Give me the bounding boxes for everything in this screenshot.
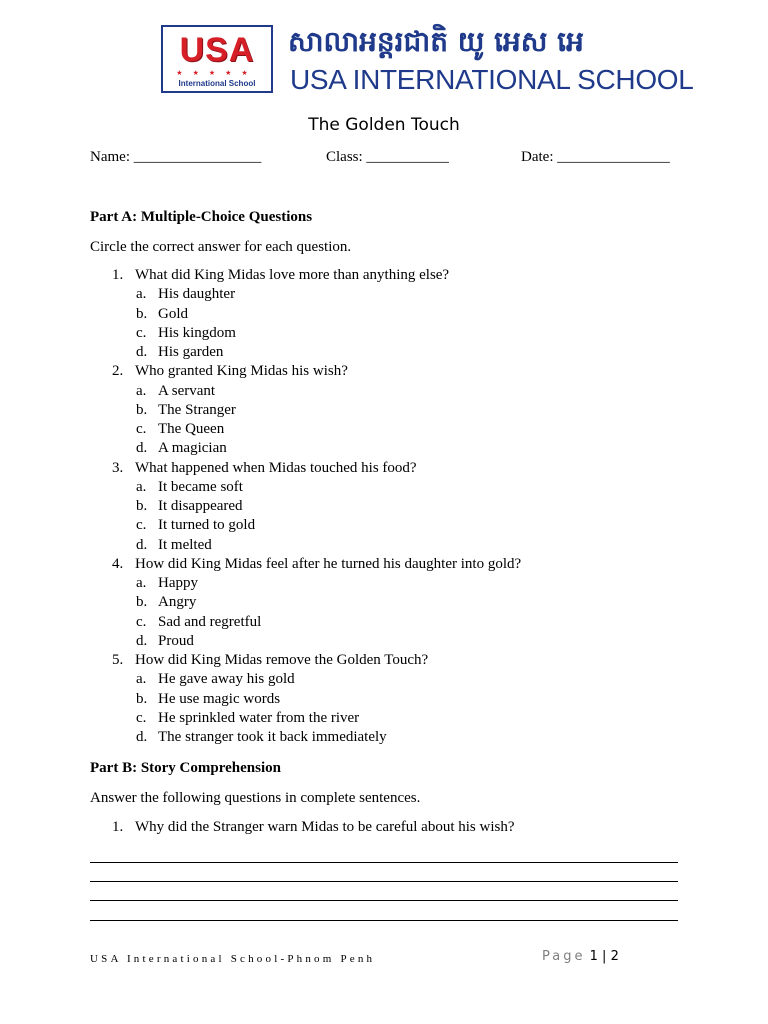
- option-letter: a.: [136, 286, 147, 303]
- answer-line: [90, 881, 678, 882]
- option-letter: c.: [136, 709, 147, 726]
- part-b-instruction: Answer the following questions in complete sentences.: [90, 790, 421, 806]
- class-field: Class: ___________: [326, 149, 449, 165]
- option-letter: c.: [136, 613, 147, 630]
- question-item: [90, 651, 690, 670]
- answer-option: [90, 305, 690, 324]
- answer-option: [90, 574, 690, 593]
- option-text: It turned to gold: [158, 517, 256, 534]
- question-number: 3.: [112, 459, 124, 476]
- option-letter: a.: [136, 671, 147, 688]
- option-text: His garden: [158, 344, 224, 360]
- option-letter: d.: [136, 536, 148, 553]
- option-text: A servant: [158, 382, 216, 399]
- option-letter: d.: [136, 729, 148, 745]
- option-text: Happy: [158, 575, 198, 591]
- answer-option: [90, 401, 690, 420]
- answer-line: [90, 900, 678, 901]
- option-text: Gold: [158, 305, 188, 322]
- question-text: How did King Midas feel after he turned his daughter into gold?: [135, 555, 522, 572]
- option-letter: a.: [136, 478, 147, 495]
- answer-option: [90, 690, 690, 709]
- answer-option: [90, 285, 690, 304]
- question-number: 1.: [112, 819, 124, 835]
- answer-option: [90, 382, 690, 401]
- option-text: He gave away his gold: [158, 671, 295, 688]
- answer-option: [90, 516, 690, 535]
- option-letter: c.: [136, 421, 147, 437]
- option-letter: d.: [136, 440, 148, 457]
- option-text: It became soft: [158, 478, 243, 495]
- date-field: Date: _______________: [521, 149, 670, 165]
- logo-stars: ★★★★★: [176, 69, 258, 77]
- option-letter: d.: [136, 344, 148, 360]
- part-a-heading: Part A: Multiple-Choice Questions: [90, 209, 313, 225]
- answer-line: [90, 920, 678, 921]
- worksheet-title: The Golden Touch: [308, 115, 460, 135]
- option-text: His kingdom: [158, 324, 236, 341]
- option-text: Angry: [158, 594, 197, 611]
- answer-option: [90, 728, 690, 747]
- option-text: He sprinkled water from the river: [158, 709, 360, 726]
- question-list: [90, 266, 690, 747]
- page-separator: |: [602, 949, 607, 964]
- option-text: A magician: [158, 440, 227, 457]
- option-letter: d.: [136, 632, 148, 649]
- question-number: 1.: [112, 267, 124, 283]
- option-letter: c.: [136, 517, 147, 534]
- option-text: Proud: [158, 632, 194, 649]
- option-letter: b.: [136, 690, 148, 707]
- answer-option: [90, 343, 690, 362]
- option-letter: c.: [136, 324, 147, 341]
- question-item: [90, 555, 690, 574]
- question-text: Who granted King Midas his wish?: [135, 363, 348, 380]
- question-item: [90, 362, 690, 381]
- question-text: How did King Midas remove the Golden Touch?: [135, 652, 429, 668]
- answer-option: [90, 478, 690, 497]
- answer-option: [90, 709, 690, 728]
- option-text: The stranger took it back immediately: [158, 729, 387, 745]
- option-text: He use magic words: [158, 690, 281, 707]
- answer-option: [90, 613, 690, 632]
- option-letter: a.: [136, 382, 147, 399]
- logo-text: USA: [179, 31, 255, 69]
- option-letter: b.: [136, 498, 148, 514]
- answer-option: [90, 593, 690, 612]
- part-a-instruction: Circle the correct answer for each question.: [90, 239, 352, 255]
- name-field: Name: _________________: [90, 149, 262, 165]
- question-text: What happened when Midas touched his food?: [135, 459, 417, 476]
- option-letter: b.: [136, 305, 148, 322]
- question-text: What did King Midas love more than anything else?: [135, 267, 450, 283]
- logo-subtext: International School: [178, 79, 256, 88]
- answer-line: [90, 862, 678, 863]
- answer-option: [90, 670, 690, 689]
- option-letter: a.: [136, 575, 147, 591]
- question-item: [90, 459, 690, 478]
- answer-option: [90, 439, 690, 458]
- option-text: The Stranger: [158, 401, 236, 418]
- answer-option: [90, 324, 690, 343]
- option-text: It melted: [158, 536, 212, 553]
- current-page: 1: [589, 949, 598, 964]
- question-number: 4.: [112, 555, 124, 572]
- answer-option: [90, 536, 690, 555]
- total-pages: 2: [610, 949, 619, 964]
- answer-option: [90, 497, 690, 516]
- option-text: His daughter: [158, 286, 236, 303]
- school-name-english: USA INTERNATIONAL SCHOOL: [290, 64, 694, 95]
- page-word: Page: [542, 949, 586, 964]
- page-number: [542, 948, 619, 966]
- question-item: [90, 266, 690, 285]
- question-text: Why did the Stranger warn Midas to be careful about his wish?: [135, 819, 515, 835]
- answer-option: [90, 632, 690, 651]
- part-b-question: [90, 818, 690, 837]
- question-number: 2.: [112, 363, 124, 380]
- school-logo: [161, 25, 273, 93]
- option-letter: b.: [136, 401, 148, 418]
- answer-option: [90, 420, 690, 439]
- option-text: The Queen: [158, 421, 225, 437]
- option-text: Sad and regretful: [158, 613, 262, 630]
- option-letter: b.: [136, 594, 148, 611]
- question-number: 5.: [112, 652, 124, 668]
- part-b-heading: Part B: Story Comprehension: [90, 760, 281, 776]
- footer-school: USA International School-Phnom Penh: [90, 953, 376, 965]
- school-name-khmer: សាលាអន្តរជាតិ យូ អេស អេ: [288, 25, 584, 58]
- option-text: It disappeared: [158, 498, 243, 514]
